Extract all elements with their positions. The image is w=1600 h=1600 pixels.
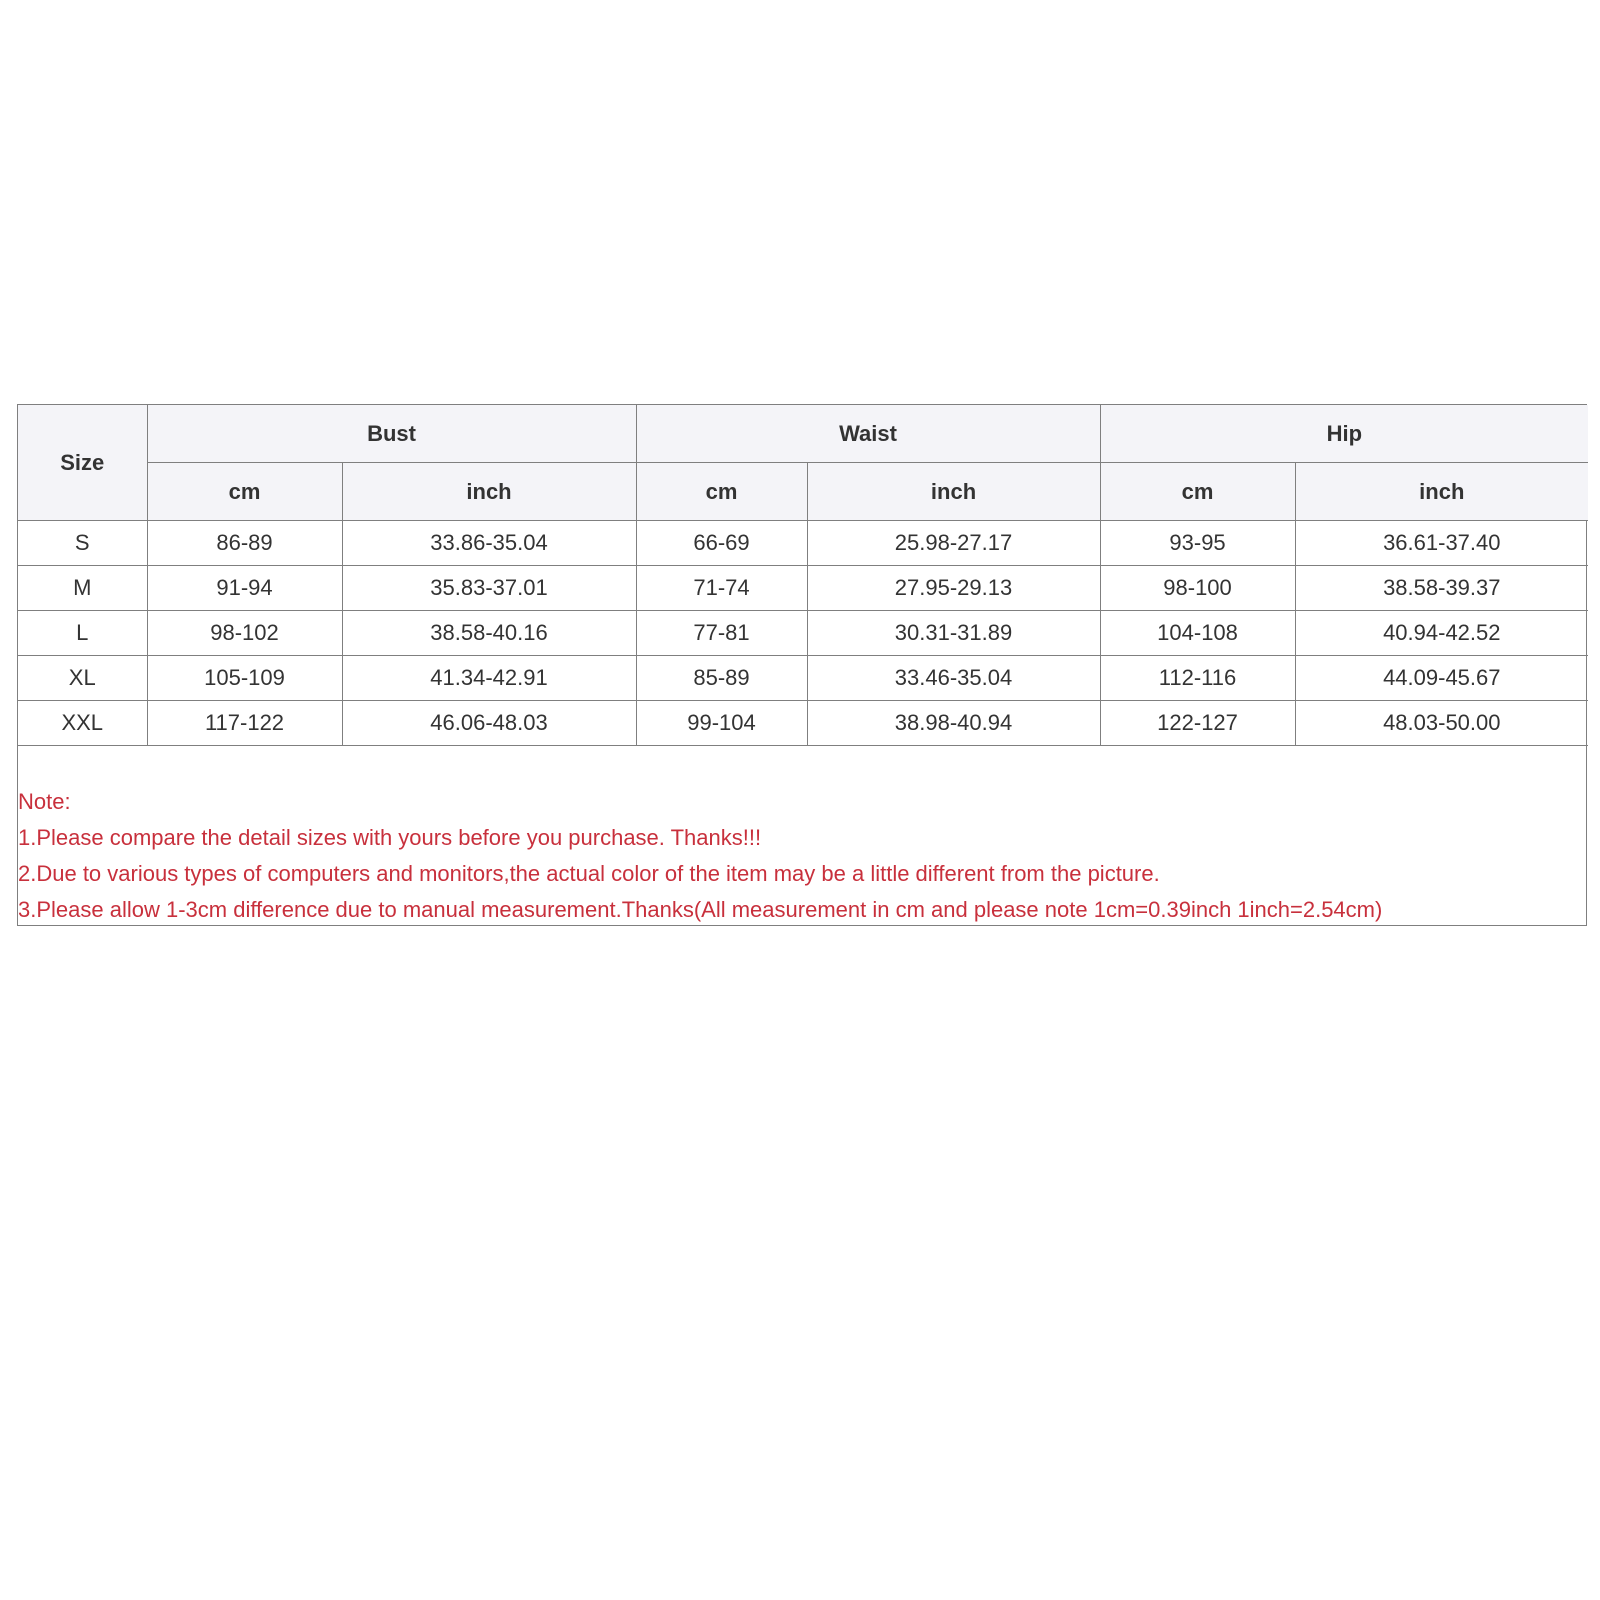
table-row — [18, 701, 1588, 746]
waist-cm-cell: 85-89 — [636, 656, 807, 701]
table-body — [18, 521, 1588, 746]
hip-cm-cell: 122-127 — [1100, 701, 1295, 746]
bust-inch-cell: 35.83-37.01 — [342, 566, 636, 611]
hip-cm-cell: 112-116 — [1100, 656, 1295, 701]
bust-cm-cell: 105-109 — [147, 656, 342, 701]
bust-cm-cell: 86-89 — [147, 521, 342, 566]
header-row-groups — [18, 405, 1588, 463]
bust-inch-cell: 38.58-40.16 — [342, 611, 636, 656]
size-cell: S — [18, 521, 147, 566]
table-header — [18, 405, 1588, 521]
size-cell: M — [18, 566, 147, 611]
hip-cm-cell: 93-95 — [1100, 521, 1295, 566]
waist-inch-cell: 38.98-40.94 — [807, 701, 1100, 746]
hip-inch-header: inch — [1295, 463, 1588, 521]
bust-inch-cell: 46.06-48.03 — [342, 701, 636, 746]
bust-cm-header: cm — [147, 463, 342, 521]
waist-inch-cell: 30.31-31.89 — [807, 611, 1100, 656]
bust-cm-cell: 91-94 — [147, 566, 342, 611]
waist-header: Waist — [636, 405, 1100, 463]
table-row — [18, 656, 1588, 701]
size-header: Size — [18, 405, 147, 521]
hip-inch-cell: 38.58-39.37 — [1295, 566, 1588, 611]
bust-header: Bust — [147, 405, 636, 463]
table-row — [18, 611, 1588, 656]
waist-inch-cell: 27.95-29.13 — [807, 566, 1100, 611]
bust-inch-header: inch — [342, 463, 636, 521]
bust-cm-cell: 117-122 — [147, 701, 342, 746]
hip-inch-cell: 48.03-50.00 — [1295, 701, 1588, 746]
size-cell: L — [18, 611, 147, 656]
bust-inch-cell: 33.86-35.04 — [342, 521, 636, 566]
hip-inch-cell: 36.61-37.40 — [1295, 521, 1588, 566]
size-cell: XL — [18, 656, 147, 701]
waist-inch-header: inch — [807, 463, 1100, 521]
size-cell: XXL — [18, 701, 147, 746]
size-table — [18, 405, 1588, 746]
size-chart — [17, 404, 1587, 926]
waist-cm-cell: 99-104 — [636, 701, 807, 746]
note-heading: Note: — [18, 789, 71, 814]
hip-inch-cell: 44.09-45.67 — [1295, 656, 1588, 701]
waist-cm-cell: 71-74 — [636, 566, 807, 611]
waist-cm-cell: 77-81 — [636, 611, 807, 656]
note-line: 3.Please allow 1-3cm difference due to manual measurement.Thanks(All measurement in cm and please note 1cm=0.39inch 1inch=2.54cm) — [18, 897, 1383, 922]
waist-cm-cell: 66-69 — [636, 521, 807, 566]
hip-inch-cell: 40.94-42.52 — [1295, 611, 1588, 656]
table-row — [18, 566, 1588, 611]
hip-cm-cell: 104-108 — [1100, 611, 1295, 656]
table-row — [18, 521, 1588, 566]
bust-inch-cell: 41.34-42.91 — [342, 656, 636, 701]
bust-cm-cell: 98-102 — [147, 611, 342, 656]
hip-cm-cell: 98-100 — [1100, 566, 1295, 611]
hip-cm-header: cm — [1100, 463, 1295, 521]
waist-inch-cell: 25.98-27.17 — [807, 521, 1100, 566]
waist-cm-header: cm — [636, 463, 807, 521]
note-line: 1.Please compare the detail sizes with yours before you purchase. Thanks!!! — [18, 825, 762, 850]
header-row-units — [18, 463, 1588, 521]
note-line: 2.Due to various types of computers and monitors,the actual color of the item may be a little different from the picture. — [18, 861, 1160, 886]
hip-header: Hip — [1100, 405, 1588, 463]
waist-inch-cell: 33.46-35.04 — [807, 656, 1100, 701]
notes-section — [18, 746, 1586, 928]
